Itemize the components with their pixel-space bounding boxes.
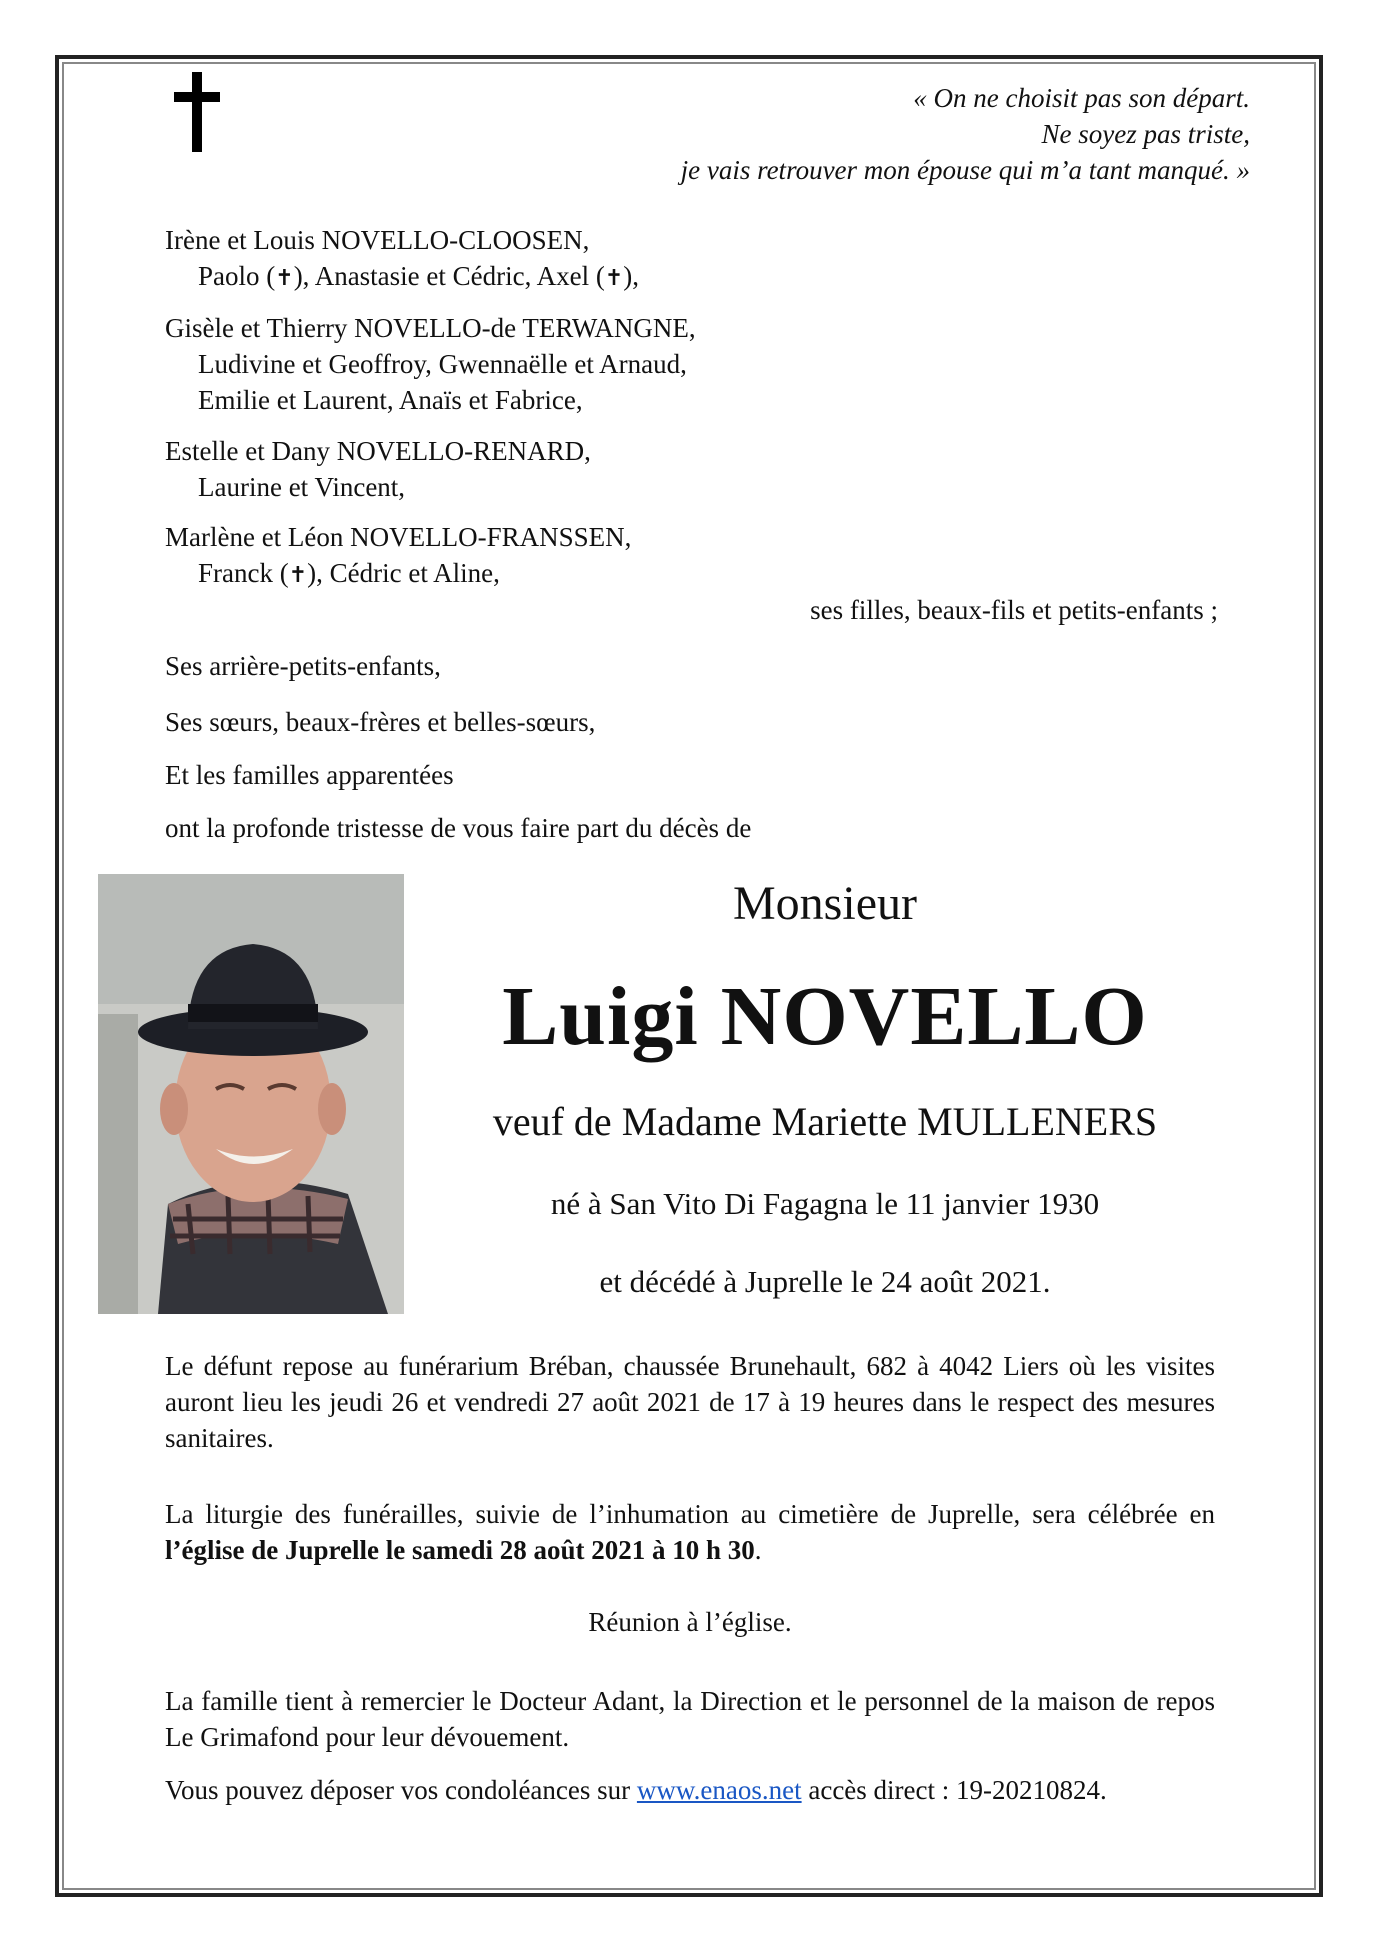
quote-line-2: Ne soyez pas triste, bbox=[1041, 119, 1250, 149]
thanks-paragraph: La famille tient à remercier le Docteur Adant, la Direction et le personnel de la maison de repos Le Grimafond pour leur dévouement. bbox=[165, 1686, 1215, 1752]
family-group-3-head: Estelle et Dany NOVELLO-RENARD, bbox=[165, 436, 591, 466]
great-grandchildren: Ses arrière-petits-enfants, bbox=[165, 651, 441, 681]
reunion-text: Réunion à l’église. bbox=[588, 1607, 792, 1637]
visits-paragraph: Le défunt repose au funérarium Bréban, chaussée Brunehault, 682 à 4042 Liers où les visites auront lieu les jeudi 26 et vendredi 27 août 2021 de 17 à 19 heures dans le respect des mesures sanitaires. bbox=[165, 1351, 1215, 1453]
family-group-2-head: Gisèle et Thierry NOVELLO-de TERWANGNE, bbox=[165, 313, 696, 343]
dagger-icon: ✝ bbox=[604, 266, 624, 291]
family-group-2-line-2: Emilie et Laurent, Anaïs et Fabrice, bbox=[198, 385, 583, 415]
family-group-4 bbox=[165, 519, 631, 594]
deceased-name: Luigi NOVELLO bbox=[502, 970, 1148, 1063]
condolences-link[interactable]: www.enaos.net bbox=[636, 1775, 802, 1805]
deceased-title: Monsieur bbox=[733, 877, 917, 930]
cross-icon bbox=[168, 72, 228, 152]
family-group-1-head: Irène et Louis NOVELLO-CLOOSEN, bbox=[165, 225, 590, 255]
family-summary: ses filles, beaux-fils et petits-enfants ; bbox=[810, 595, 1218, 625]
portrait-photo bbox=[98, 874, 404, 1314]
quote-line-3: je vais retrouver mon épouse qui m’a tant manqué. » bbox=[680, 155, 1250, 185]
liturgy-highlight: l’église de Juprelle le samedi 28 août 2021 à 10 h 30 bbox=[165, 1535, 755, 1565]
deceased-death: et décédé à Juprelle le 24 août 2021. bbox=[599, 1264, 1051, 1299]
dagger-icon: ✝ bbox=[275, 266, 294, 291]
condolences-paragraph: Vous pouvez déposer vos condoléances sur www.enaos.net accès direct : 19-20210824. bbox=[165, 1775, 1107, 1805]
family-group-3-line-1: Laurine et Vincent, bbox=[198, 472, 406, 502]
quote bbox=[681, 80, 1250, 188]
family-group-1-children: Paolo (✝), Anastasie et Cédric, Axel (✝), bbox=[198, 261, 640, 291]
liturgy-paragraph: La liturgie des funérailles, suivie de l’inhumation au cimetière de Juprelle, sera célébrée en l’église de Juprelle le samedi 28 août 2021 à 10 h 30. bbox=[165, 1499, 1215, 1565]
family-group-3 bbox=[165, 433, 591, 505]
dagger-icon: ✝ bbox=[288, 563, 308, 588]
announcement: ont la profonde tristesse de vous faire part du décès de bbox=[165, 813, 752, 843]
family-group-4-head: Marlène et Léon NOVELLO-FRANSSEN, bbox=[165, 522, 632, 552]
family-group-2-line-1: Ludivine et Geoffroy, Gwennaëlle et Arnaud, bbox=[198, 349, 687, 379]
deceased-birth: né à San Vito Di Fagagna le 11 janvier 1930 bbox=[550, 1186, 1100, 1221]
deceased-widower: veuf de Madame Mariette MULLENERS bbox=[492, 1099, 1158, 1144]
siblings: Ses sœurs, beaux-frères et belles-sœurs, bbox=[165, 707, 596, 737]
family-group-1 bbox=[165, 222, 639, 297]
family-group-4-children: Franck (✝), Cédric et Aline, bbox=[198, 558, 500, 588]
relatives: Et les familles apparentées bbox=[165, 760, 454, 790]
family-group-2 bbox=[165, 310, 696, 418]
quote-line-1: « On ne choisit pas son départ. bbox=[913, 83, 1250, 113]
